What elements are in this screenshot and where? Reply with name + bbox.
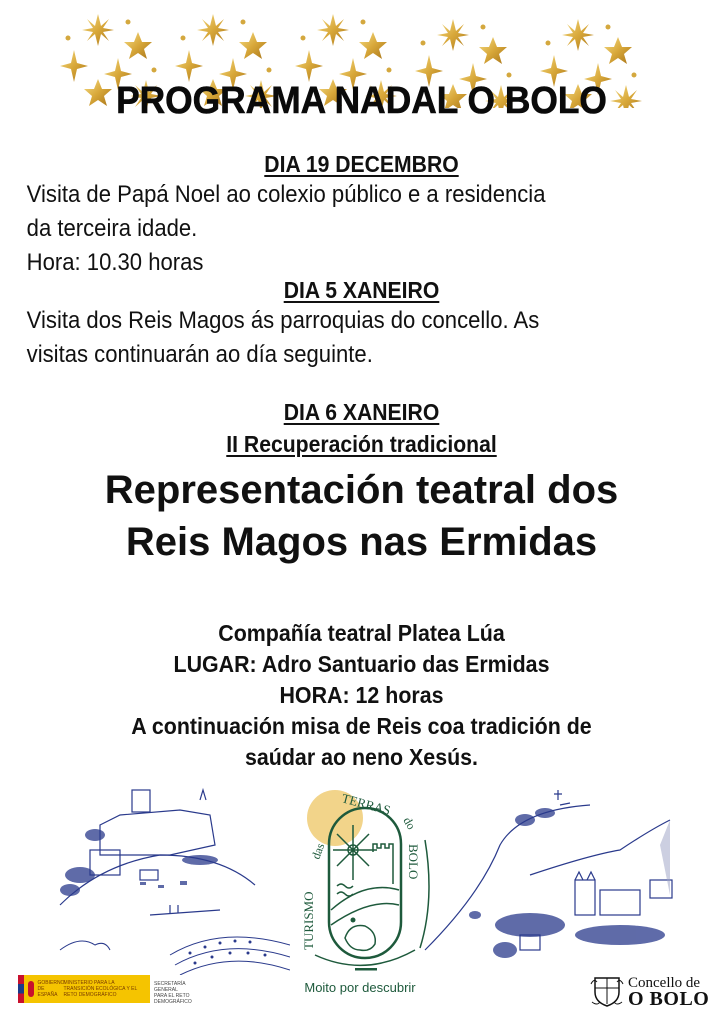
ministry-label: MINISTERIO PARA LA TRANSICIÓN ECOLÓGICA Y EL RETO DEMOGRÁFICO (63, 980, 138, 998)
event-time: Hora: 10.30 horas (26, 249, 204, 276)
event-note-line: saúdar ao neno Xesús. (245, 744, 478, 770)
logo-text-do: do (400, 814, 419, 832)
event-heading: DIA 5 XANEIRO (283, 277, 440, 303)
event-subheading: II Recuperación tradicional (226, 431, 497, 457)
page-title: PROGRAMA NADAL O BOLO (116, 80, 607, 122)
event-text-line: da terceira idade. (26, 215, 198, 242)
event-note-line: A continuación misa de Reis coa tradición de (131, 713, 592, 739)
event-text-line: Visita dos Reis Magos ás parroquias do concello. As (26, 307, 540, 334)
event-location: LUGAR: Adro Santuario das Ermidas (173, 651, 550, 677)
government-ministry-logo (18, 975, 196, 1003)
event-jan-5 (0, 276, 723, 372)
logo-tagline: Moito por descubrir (304, 980, 416, 995)
concello-o-bolo-logo (590, 974, 709, 1008)
event-heading: DIA 19 DECEMBRO (264, 151, 459, 177)
village-illustration-left (40, 775, 290, 975)
logo-text-bolo: BOLO (406, 844, 421, 880)
concello-label-line1: Concello de (628, 975, 701, 991)
event-dec-19 (0, 150, 723, 280)
gov-label: GOBIERNO DE ESPAÑA (37, 980, 65, 998)
logo-text-das: das (308, 841, 328, 862)
coat-of-arms-icon (28, 981, 34, 997)
sanctuary-illustration-right (420, 775, 723, 975)
event-text-line: Visita de Papá Noel ao colexio público e a residencia (26, 181, 546, 208)
secretary-label: SECRETARÍA GENERAL PARA EL RETO DEMOGRÁFICO (154, 981, 192, 1005)
event-heading: DIA 6 XANEIRO (283, 399, 440, 425)
company-name: Compañía teatral Platea Lúa (218, 620, 505, 646)
event-jan-6 (0, 398, 723, 773)
feature-title-line: Reis Magos nas Ermidas (125, 520, 598, 564)
logo-text-terras: TERRAS (340, 790, 393, 818)
feature-title-line: Representación teatral dos (104, 468, 619, 512)
event-time: HORA: 12 horas (279, 682, 444, 708)
concello-label-line2: O BOLO (628, 988, 710, 1010)
municipal-shield-icon (590, 974, 624, 1008)
event-text-line: visitas continuarán ao día seguinte. (26, 341, 373, 368)
logo-text-turismo: TURISMO (301, 891, 316, 950)
